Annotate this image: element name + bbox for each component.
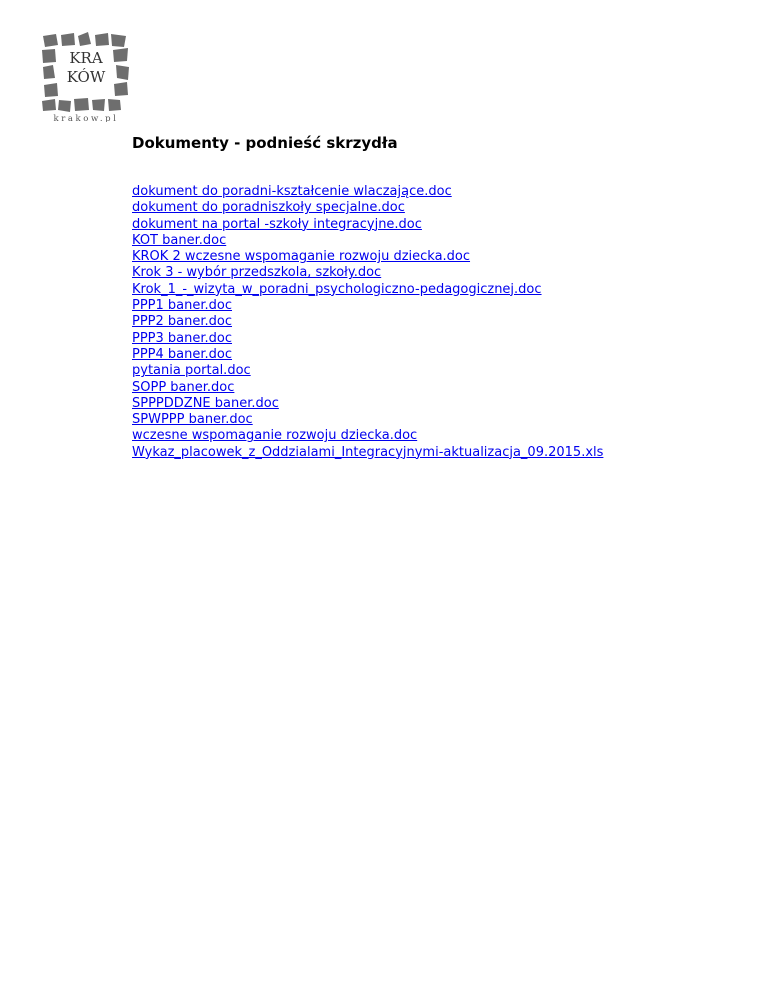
document-link[interactable]: pytania portal.doc <box>132 363 251 379</box>
logo-line1: KRA <box>69 49 103 67</box>
list-item <box>132 282 603 298</box>
list-item <box>132 184 603 200</box>
document-link[interactable]: Krok_1_-_wizyta_w_poradni_psychologiczno-pedagogicznej.doc <box>132 281 542 297</box>
list-item <box>132 314 603 330</box>
document-link[interactable]: SOPP baner.doc <box>132 379 235 395</box>
logo-line2: KÓW <box>66 68 106 86</box>
list-item <box>132 347 603 363</box>
list-item <box>132 200 603 216</box>
list-item <box>132 428 603 444</box>
krakow-logo-graphic <box>40 30 132 122</box>
document-link[interactable]: dokument na portal -szkoły integracyjne.doc <box>132 216 422 232</box>
krakow-logo-icon[interactable] <box>40 30 132 122</box>
list-item <box>132 380 603 396</box>
document-link[interactable]: dokument do poradniszkoły specjalne.doc <box>132 200 405 216</box>
document-link[interactable]: wczesne wspomaganie rozwoju dziecka.doc <box>132 428 418 444</box>
document-link[interactable]: KROK 2 wczesne wspomaganie rozwoju dziecka.doc <box>132 249 471 265</box>
list-item <box>132 233 603 249</box>
document-link[interactable]: PPP3 baner.doc <box>132 330 233 346</box>
list-item <box>132 331 603 347</box>
document-link[interactable]: Wykaz_placowek_z_Oddzialami_Integracyjnymi-aktualizacja_09.2015.xls <box>132 444 604 460</box>
page-title: Dokumenty - podnieść skrzydła <box>132 134 398 152</box>
document-link[interactable]: PPP4 baner.doc <box>132 346 233 362</box>
document-link[interactable]: PPP2 baner.doc <box>132 314 233 330</box>
logo-caption: krakow.pl <box>53 114 119 122</box>
document-link[interactable]: SPWPPP baner.doc <box>132 412 253 428</box>
document-list <box>132 184 603 461</box>
list-item <box>132 396 603 412</box>
list-item <box>132 412 603 428</box>
document-link[interactable]: KOT baner.doc <box>132 232 227 248</box>
list-item <box>132 363 603 379</box>
list-item <box>132 249 603 265</box>
list-item <box>132 265 603 281</box>
document-link[interactable]: SPPPDDZNE baner.doc <box>132 395 279 411</box>
document-link[interactable]: PPP1 baner.doc <box>132 298 233 314</box>
list-item <box>132 445 603 461</box>
list-item <box>132 298 603 314</box>
document-link[interactable]: dokument do poradni-kształcenie wlaczające.doc <box>132 184 452 199</box>
document-link[interactable]: Krok 3 - wybór przedszkola, szkoły.doc <box>132 265 382 281</box>
list-item <box>132 217 603 233</box>
